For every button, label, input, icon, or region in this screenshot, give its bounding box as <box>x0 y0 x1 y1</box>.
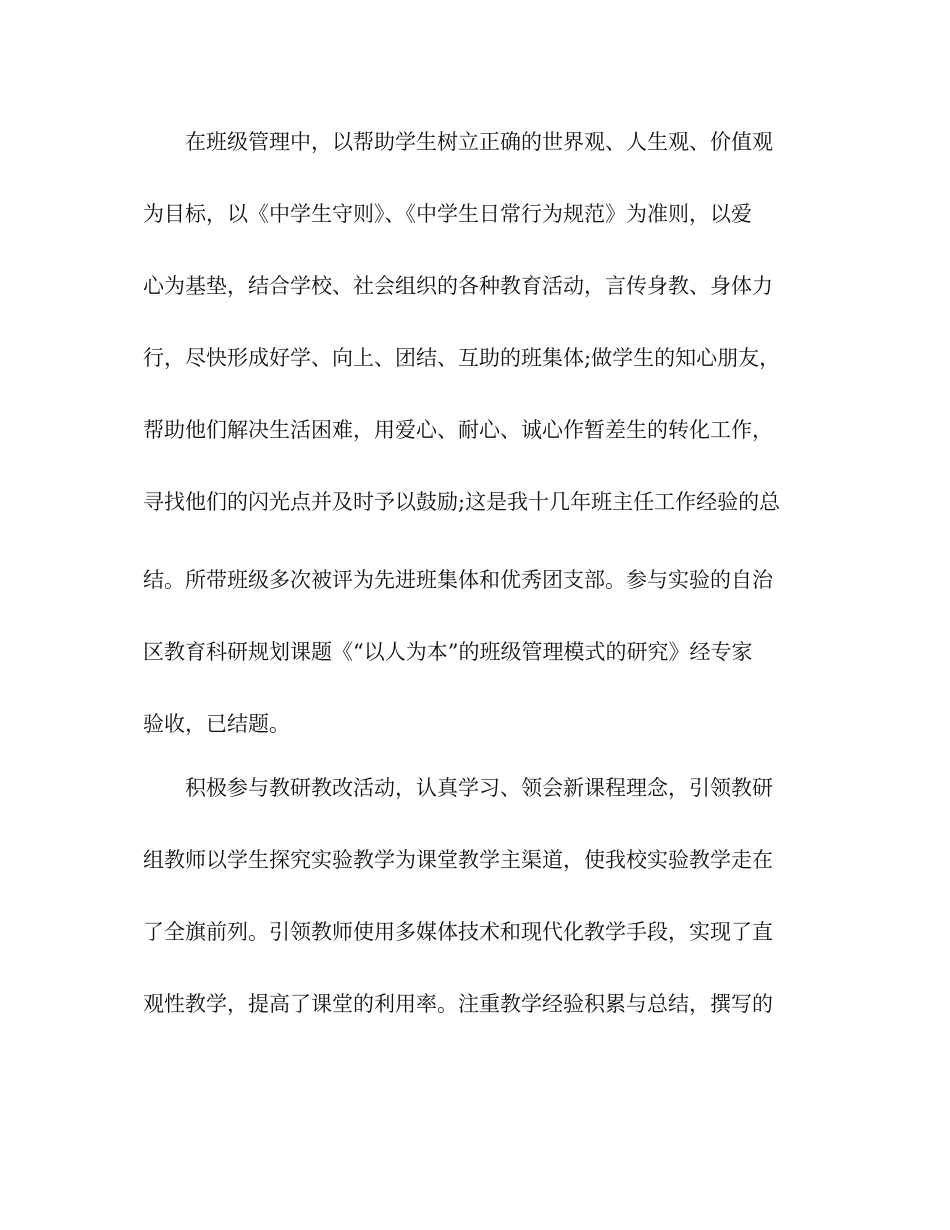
paragraph-line: 了全旗前列。引领教师使用多媒体技术和现代化教学手段，实现了直 <box>143 920 773 944</box>
paragraph-line: 帮助他们解决生活困难，用爱心、耐心、诚心作暂差生的转化工作， <box>143 418 773 442</box>
paragraph-line: 区教育科研规划课题《“以人为本”的班级管理模式的研究》经专家 <box>143 640 753 664</box>
paragraph-line: 验收，已结题。 <box>143 712 290 736</box>
paragraph-line: 观性教学，提高了课堂的利用率。注重教学经验积累与总结，撰写的 <box>143 992 773 1016</box>
paragraph-line: 结。所带班级多次被评为先进班集体和优秀团支部。参与实验的自治 <box>143 568 773 592</box>
paragraph-line: 行，尽快形成好学、向上、团结、互助的班集体;做学生的知心朋友， <box>143 346 781 370</box>
paragraph-line: 组教师以学生探究实验教学为课堂教学主渠道，使我校实验教学走在 <box>143 848 773 872</box>
paragraph-line: 在班级管理中，以帮助学生树立正确的世界观、人生观、价值观 <box>185 130 773 154</box>
paragraph-line: 积极参与教研教改活动，认真学习、领会新课程理念，引领教研 <box>185 776 773 800</box>
paragraph-line: 心为基垫，结合学校、社会组织的各种教育活动，言传身教、身体力 <box>143 274 773 298</box>
paragraph-line: 寻找他们的闪光点并及时予以鼓励;这是我十几年班主任工作经验的总 <box>143 490 781 514</box>
paragraph-line: 为目标，以《中学生守则》、《中学生日常行为规范》为准则，以爱 <box>143 202 752 226</box>
